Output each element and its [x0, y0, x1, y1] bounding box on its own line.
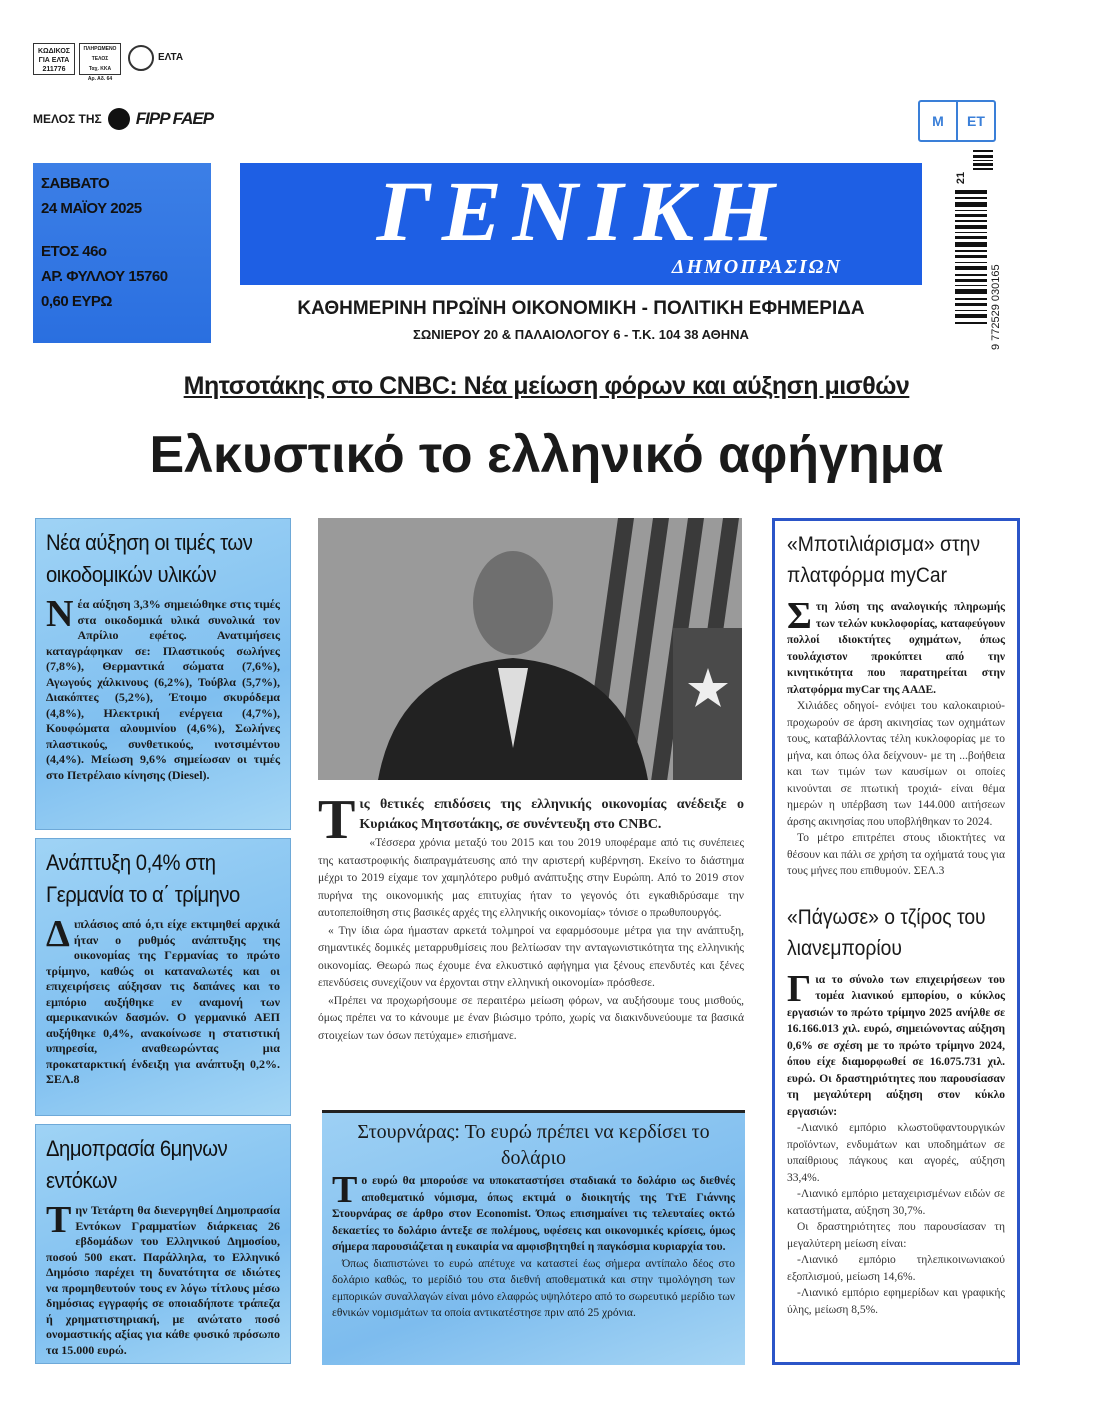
elta-logo: ΕΛΤΑ [158, 52, 184, 63]
masthead [240, 163, 922, 285]
tagline: ΚΑΘΗΜΕΡΙΝΗ ΠΡΩΪΝΗ ΟΙΚΟΝΟΜΙΚΗ - ΠΟΛΙΤΙΚΗ ΕΦΗΜΕΡΙΔΑ [297, 298, 865, 319]
article-paragraph: -Λιανικό εμπόριο εφημερίδων και γραφικής ύλης, μείωση 8,5%. [787, 1287, 1005, 1316]
year-of-publication: ΕΤΟΣ 46ο [41, 243, 107, 260]
article-paragraph: Οι δραστηριότητες που παρουσίασαν τη μεγαλύτερη μείωση είναι: [787, 1221, 1005, 1250]
price: 0,60 ΕΥΡΩ [41, 293, 112, 310]
article-title: Ανάπτυξη 0,4% στη Γερμανία το α΄ τρίμηνο [46, 850, 240, 907]
paid-label-3: Αρ. Αδ. 64 [87, 76, 113, 82]
article-paragraph: -Λιανικό εμπόριο κλωστοϋφαντουργικών προϊόντων, ενδυμάτων και υποδημάτων σε υπαίθριους πάγκους και αγορές, αύξηση 33,4%. [787, 1122, 1005, 1184]
drop-cap: Τ [318, 789, 356, 851]
lead-text: ια το σύνολο των επιχειρήσεων του τομέα λιανικού εμπορίου, ο κύκλος εργασιών το πρώτο τρίμηνο 2025 ανήλθε σε 16.166.013 χιλ. ευρώ, σημειώνοντας αύξηση 0,6% σε σχέση με το πρώτο τρίμηνο 2024, όπου είχε διαμορφωθεί σε 16.075.731 χιλ. ευρώ. Οι δραστηριότητες που παρουσίασαν τη μεγαλύτερη αύξηση στον κύκλο εργασιών: [787, 973, 1005, 1118]
barcode-number: 9 772529 030165 [990, 264, 1002, 350]
article-paragraph: « Την ίδια ώρα ήμασταν αρκετά τολμηροί να εφαρμόσουμε μέτρα για την ανάπτυξη, σημαντικές δομικές μεταρρυθμίσεις που βελτίωσαν την ανταγωνιστικότητα της ελληνικής οικονομίας. Θεωρώ πως έχουμε ένα ελκυστικό αφήγημα για ξένους επενδυτές και ξένες επενδύσεις συνεχίζουν να έρχονται στην ελληνική οικονομία» πρόσθεσε. [318, 924, 744, 989]
drop-cap: Ν [46, 593, 74, 635]
lead-text: ο ευρώ θα μπορούσε να υποκαταστήσει σταδιακά το δολάριο ως διεθνές αποθεματικό νόμισμα, όπως εκτιμά ο διοικητής της ΤτΕ Γιάννης Στουρνάρας σε άρθρο στον Economist. Όπως επισημαίνει τις τελευταίες οκτώ δεκαετίες το δολάριο άντεξε σε πολέμους, υφέσεις και οικονομικές κρίσεις, όμως σήμερα παρουσιάζεται η ευκαιρία να αμφισβητηθεί η παγκόσμια κυριαρχία του. [332, 1175, 735, 1253]
article-text: ην Τετάρτη θα διενεργηθεί Δημοπρασία Εντόκων Γραμματίων διάρκειας 26 εβδομάδων του Ελληνικού Δημοσίου, ποσού 500 εκατ. Παράλληλα, το Ελληνικό Δημόσιο παρέχει τη δυνατότητα σε ιδιώτες να προμηθευτούν τους εν λόγω τίτλους μέσω δημόσιας εγγραφής σε οποιαδήποτε τράπεζα ή χρηματιστηριακή, με ανώτατο ποσό ονομαστικής αξίας για κάθε φυσικό πρόσωπο τα 15.000 ευρώ. [46, 1203, 280, 1357]
drop-cap: Δ [46, 913, 70, 955]
article-body [46, 913, 280, 1088]
drop-cap: Τ [332, 1169, 358, 1211]
drop-cap: Τ [46, 1199, 72, 1241]
met-left: Μ [920, 102, 958, 140]
article-title: «Μποτιλιάρισμα» στην πλατφόρμα myCar [787, 533, 980, 587]
paid-label-2: Ταχ. ΚΚΑ [88, 66, 112, 72]
article-paragraph: Χιλιάδες οδηγοί- ενόψει του καλοκαιριού- προχωρούν σε άρση ακινησίας των οχημάτων τους, καταβάλλοντας τέλη κυκλοφορίας με το μήνα, και όπως όλα δείχνουν- με τη ...βοήθεια και των τιμών των καυσίμων οι οποίες κινούνται σε πτωτική τροχιά- είναι θέμα ημερών η υπέρβαση των 144.000 αιτήσεων άρσης ακινησίας που υποβλήθηκαν το 2024. [787, 700, 1005, 828]
article-title: Δημοπρασία 6μηνων εντόκων [46, 1136, 228, 1193]
article-treasury-auction [35, 1124, 291, 1364]
newspaper-subtitle: ΔΗΜΟΠΡΑΣΙΩΝ [671, 256, 842, 278]
main-headline: Ελκυστικό το ελληνικό αφήγημα [149, 426, 944, 484]
date-box [33, 163, 211, 343]
article-stournaras [322, 1110, 745, 1365]
article-title: «Πάγωσε» ο τζίρος του λιανεμπορίου [787, 905, 986, 960]
fipp-logo-icon [108, 108, 130, 130]
article-paragraph: Όπως διαπιστώνει το ευρώ απέτυχε να καταστεί έως σήμερα αντίπαλο δέος στο δολάριο καθώς, το μερίδιό του στα διεθνή αποθεματικά και στην τιμολόγηση των εμπορικών συναλλαγών είναι μόνο ελαφρώς υψηλότερο από το σωρευτικό μερίδιο των εθνικών νομισμάτων τα οποία αντικατέστησε πριν από 25 χρόνια. [332, 1257, 735, 1319]
main-article [318, 789, 744, 1045]
article-photo [318, 518, 742, 780]
article-title: Στουρνάρας: Το ευρώ πρέπει να κερδίσει το δολάριο [357, 1121, 710, 1169]
article-text: ιπλάσιος από ό,τι είχε εκτιμηθεί αρχικά ήταν ο ρυθμός ανάπτυξης της οικονομίας της Γερμανίας το πρώτο τρίμηνο, καθώς οι καταναλωτές και οι επιχειρήσεις αύξησαν τις δαπάνες και το εμπόριο αυξήθηκε εν αναμονή των αμερικανικών δασμών. Ο γερμανικό ΑΕΠ αυξήθηκε 0,4%, ανακοίνωσε η στατιστική υπηρεσία, αναθεωρώντας μια προκαταρκτική ένδειξη για ανάπτυξη 0,2%. ΣΕΛ.8 [46, 917, 280, 1086]
lead-text: τη λύση της αναλογικής πληρωμής των τελών κυκλοφορίας, καταφεύγουν πολλοί ιδιοκτήτες οχημάτων, όπως τουλάχιστον προκύπτει από την κινητικότητα που παρατηρείται στην πλατφόρμα myCar της ΑΑΔΕ. [787, 601, 1005, 696]
article-body [46, 593, 280, 783]
fipp-faep-logo: FIPP FAEP [135, 109, 214, 128]
met-book-logo [918, 100, 996, 142]
drop-cap: Σ [787, 595, 812, 637]
article-paragraph: -Λιανικό εμπόριο μεταχειρισμένων ειδών σε καταστήματα, αύξηση 30,7%. [787, 1188, 1005, 1217]
newspaper-title: ΓΕΝΙΚΗ [376, 163, 786, 259]
article-lead [332, 1169, 735, 1256]
drop-cap: Γ [787, 967, 812, 1010]
address: ΣΩΝΙΕΡΟΥ 20 & ΠΑΛΑΙΟΛΟΓΟΥ 6 - Τ.Κ. 104 38 ΑΘΗΝΑ [413, 327, 749, 342]
lead-text: ις θετικές επιδόσεις της ελληνικής οικονομίας ανέδειξε ο Κυριάκος Μητσοτάκης, σε συνέντευξη στο CNBC. [359, 797, 744, 832]
kicker-headline: Μητσοτάκης στο CNBC: Νέα μείωση φόρων και αύξηση μισθών [183, 372, 910, 400]
portrait-photo-icon [318, 518, 742, 780]
met-right: ΕΤ [967, 113, 985, 129]
article-text: έα αύξηση 3,3% σημειώθηκε στις τιμές στα οικοδομικά υλικά συνολικά τον Απρίλιο εφέτος. Ανατιμήσεις καταγράφηκαν σε: Πλαστικούς σωλήνες (7,8%), Θερμαντικά σώματα (7,6%), Αγωγούς χάλκινους (6,2%), Τούβλα (5,7%), Διακόπτες (5,2%), Έτοιμο σκυρόδεμα (4,8%), Ηλεκτρική ενέργεια (4,7%), Κουφώματα αλουμινίου (4,6%), Σωλήνες πλαστικούς, συνθετικούς, ινοτσιμέντου (4,4%). Μείωση 9,6% σημείωσαν οι τιμές στο Πετρέλαιο κίνησης (Diesel). [46, 597, 280, 782]
member-of [33, 108, 213, 130]
issue-number: ΑΡ. ΦΥΛΛΟΥ 15760 [41, 268, 168, 285]
article-title: Νέα αύξηση οι τιμές των οικοδομικών υλικών [46, 530, 253, 587]
right-column [772, 518, 1020, 1365]
weekday: ΣΑΒΒΑΤΟ [41, 175, 110, 192]
article-building-materials [35, 518, 291, 830]
article-paragraph: «Πρέπει να προχωρήσουμε σε περαιτέρω μείωση φόρων, να αυξήσουμε τους μισθούς, όμως πρέπει να το κάνουμε με έναν βιώσιμο τρόπο, χωρίς να διακινδυνεύουμε τα βασικά στοιχείων των όσων πετύχαμε» επισήμανε. [318, 994, 744, 1042]
barcode-addon: 21 [955, 171, 968, 185]
paid-label: ΠΛΗΡΩΜΕΝΟ ΤΕΛΟΣ [83, 46, 117, 62]
seal-icon [128, 45, 154, 71]
article-paragraph: -Λιανικό εμπόριο τηλεπικοινωνιακού εξοπλισμού, μείωση 14,6%. [787, 1254, 1005, 1283]
member-label: ΜΕΛΟΣ ΤΗΣ [33, 112, 102, 126]
article-lead [787, 967, 1005, 1121]
article-lead [318, 789, 744, 851]
article-body [46, 1199, 280, 1358]
issue-date: 24 ΜΑΪΟΥ 2025 [41, 200, 142, 217]
article-germany-growth [35, 838, 291, 1116]
paid-postage-stamp [79, 43, 121, 82]
article-paragraph: Το μέτρο επιτρέπει στους ιδιοκτήτες να θέσουν και πάλι σε χρήση τα οχήματά τους για τους μήνες που επιθυμούν. ΣΕΛ.3 [787, 832, 1005, 877]
article-paragraph: «Τέσσερα χρόνια μεταξύ του 2015 και του 2019 υποφέραμε από τις συνέπειες της καταστροφικής διαπραγμάτευσης από την αριστερή κυβέρνηση. Εκείνο το διάστημα μέχρι το 2019 είχαμε τον χαμηλότερο ρυθμό ανάπτυξης στην Ευρώπη. Από το 2019 στον πυρήνα της οικονομικής μας επιτυχίας ήταν το γεγονός ότι εγκαθιδρύσαμε την αυτοπεποίθηση στις βασικές αρχές της ελληνικής οικονομίας» τόνισε ο πρωθυπουργός. [318, 837, 744, 919]
article-lead [787, 595, 1005, 698]
postal-code-stamp: ΚΩΔΙΚΟΣ ΓΙΑ ΕΛΤΑ 211776 [33, 43, 75, 75]
